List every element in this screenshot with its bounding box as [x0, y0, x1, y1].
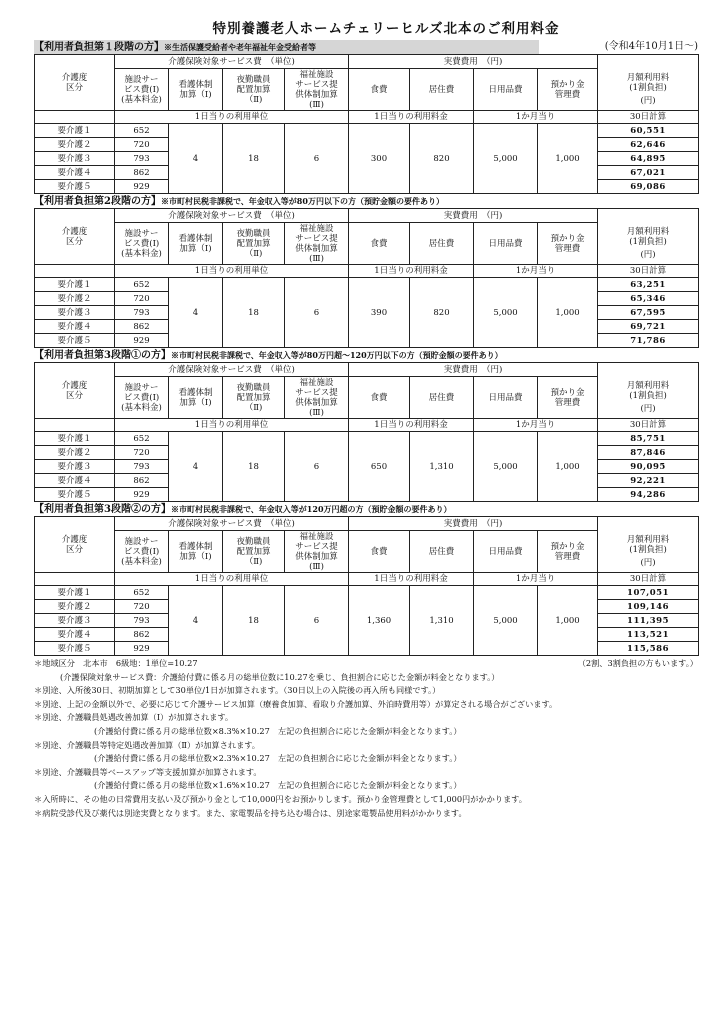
- table-row: [35, 432, 699, 446]
- header-actual: 実費費用 （円): [349, 209, 598, 223]
- care-level: 要介護４: [35, 320, 115, 334]
- fee-table: [34, 208, 699, 348]
- header-residence: 居住費: [410, 223, 474, 265]
- header-monthly-unit: (円): [640, 404, 656, 414]
- fee-document: [34, 18, 698, 820]
- residence-fee: 820: [410, 278, 474, 348]
- base-units: 652: [115, 432, 169, 446]
- base-units: 652: [115, 278, 169, 292]
- header-deposit: 預かり金 管理費: [538, 531, 598, 573]
- care-level: 要介護２: [35, 446, 115, 460]
- care-level: 要介護１: [35, 278, 115, 292]
- base-units: 793: [115, 152, 169, 166]
- base-units: 862: [115, 320, 169, 334]
- header-per-day-units: 1日当りの利用単位: [115, 265, 349, 278]
- header-base: 施設サー ビス費(Ⅰ) (基本料金): [115, 223, 169, 265]
- header-base: 施設サー ビス費(Ⅰ) (基本料金): [115, 377, 169, 419]
- header-per-day-units: 1日当りの利用単位: [115, 419, 349, 432]
- header-food: 食費: [349, 531, 410, 573]
- care-level: 要介護５: [35, 488, 115, 502]
- effective-date: (令和4年10月1日～): [604, 41, 698, 52]
- section-note: ※市町村民税非課税で、年金収入等が80万円以下の方（預貯金額の要件あり）: [160, 196, 444, 206]
- header-per-month: 1か月当り: [474, 573, 598, 586]
- daily-fee: 5,000: [474, 124, 538, 194]
- base-units: 862: [115, 474, 169, 488]
- header-month-calc: 30日計算: [598, 111, 699, 124]
- header-deposit: 預かり金 管理費: [538, 377, 598, 419]
- footer-line-9: (介護給付費に係る月の総単位数×1.6%×10.27 左記の負担割合に応じた金額が料金となります。）: [94, 780, 462, 791]
- header-base: 施設サー ビス費(Ⅰ) (基本料金): [115, 69, 169, 111]
- care-level: 要介護１: [35, 586, 115, 600]
- fee-table: [34, 516, 699, 656]
- header-per-day-units: 1日当りの利用単位: [115, 573, 349, 586]
- header-blank: [35, 265, 115, 278]
- base-units: 652: [115, 586, 169, 600]
- base-units: 720: [115, 138, 169, 152]
- monthly-total: 90,095: [598, 460, 699, 474]
- monthly-total: 85,751: [598, 432, 699, 446]
- footer-line-10: ＊入所時に、その他の日常費用支払い及び預かり金として10,000円をお預かりします。預かり金管理費として1,000円がかかります。: [34, 793, 527, 804]
- header-actual: 実費費用 （円): [349, 517, 598, 531]
- residence-fee: 820: [410, 124, 474, 194]
- care-level: 要介護４: [35, 474, 115, 488]
- nursing-units: 4: [169, 278, 223, 348]
- header-food: 食費: [349, 223, 410, 265]
- care-level: 要介護３: [35, 460, 115, 474]
- header-per-month: 1か月当り: [474, 111, 598, 124]
- care-level: 要介護５: [35, 642, 115, 656]
- header-deposit: 預かり金 管理費: [538, 69, 598, 111]
- footer-area: ＊地域区分 北本市 6級地：1単位=10.27: [34, 658, 198, 668]
- nursing-units: 4: [169, 586, 223, 656]
- header-nursing: 看護体制 加算（Ⅰ): [169, 223, 223, 265]
- monthly-total: 63,251: [598, 278, 699, 292]
- footer-line-6: ＊別途、介護職員等特定処遇改善加算（Ⅱ）が加算されます。: [34, 739, 260, 750]
- header-insurance: 介護保険対象サービス費 （単位): [115, 517, 349, 531]
- header-base: 施設サー ビス費(Ⅰ) (基本料金): [115, 531, 169, 573]
- header-per-day-fee: 1日当りの利用料金: [349, 265, 474, 278]
- fee-sections: [34, 40, 698, 656]
- section-header: [34, 194, 698, 208]
- header-night: 夜勤職員 配置加算 （Ⅱ): [223, 377, 285, 419]
- footer-notes: [34, 657, 698, 820]
- monthly-total: 67,595: [598, 306, 699, 320]
- header-monthly-label: 月額利用料 (1割負担): [626, 380, 670, 401]
- base-units: 862: [115, 166, 169, 180]
- deposit-fee: 1,000: [538, 432, 598, 502]
- header-daily: 日用品費: [474, 223, 538, 265]
- header-actual: 実費費用 （円): [349, 363, 598, 377]
- header-daily: 日用品費: [474, 531, 538, 573]
- footer-line-7: (介護給付費に係る月の総単位数×2.3%×10.27 左記の負担割合に応じた金額が料金となります。）: [94, 753, 462, 764]
- section-note: ※生活保護受給者や老年福祉年金受給者等: [164, 42, 316, 52]
- welfare-units: 6: [285, 432, 349, 502]
- header-deposit: 預かり金 管理費: [538, 223, 598, 265]
- header-monthly-label: 月額利用料 (1割負担): [626, 72, 670, 93]
- monthly-total: 67,021: [598, 166, 699, 180]
- header-insurance: 介護保険対象サービス費 （単位): [115, 363, 349, 377]
- base-units: 793: [115, 306, 169, 320]
- monthly-total: 94,286: [598, 488, 699, 502]
- header-monthly: [598, 55, 699, 111]
- header-per-day-fee: 1日当りの利用料金: [349, 573, 474, 586]
- header-welfare: 福祉施設 サービス提 供体制加算 (Ⅲ): [285, 377, 349, 419]
- header-residence: 居住費: [410, 531, 474, 573]
- monthly-total: 71,786: [598, 334, 699, 348]
- header-month-calc: 30日計算: [598, 419, 699, 432]
- monthly-total: 60,551: [598, 124, 699, 138]
- base-units: 929: [115, 488, 169, 502]
- deposit-fee: 1,000: [538, 124, 598, 194]
- header-per-month: 1か月当り: [474, 419, 598, 432]
- night-units: 18: [223, 278, 285, 348]
- section-header: [34, 348, 698, 362]
- monthly-total: 115,586: [598, 642, 699, 656]
- welfare-units: 6: [285, 124, 349, 194]
- footer-line-3: ＊別途、上記の金額以外で、必要に応じて介護サービス加算（療養食加算、看取り介護加算、外泊時費用等）が算定される場合がございます。: [34, 698, 558, 709]
- care-level: 要介護２: [35, 292, 115, 306]
- header-monthly: [598, 209, 699, 265]
- section-title: 【利用者負担第2段階の方】: [34, 196, 161, 207]
- night-units: 18: [223, 124, 285, 194]
- header-kubun: 介護度 区分: [35, 55, 115, 111]
- header-monthly-label: 月額利用料 (1割負担): [626, 226, 670, 247]
- nursing-units: 4: [169, 432, 223, 502]
- base-units: 720: [115, 446, 169, 460]
- header-per-month: 1か月当り: [474, 265, 598, 278]
- header-insurance: 介護保険対象サービス費 （単位): [115, 55, 349, 69]
- section-title: 【利用者負担第3段階①の方】: [34, 350, 171, 361]
- care-level: 要介護５: [35, 180, 115, 194]
- food-fee: 650: [349, 432, 410, 502]
- header-kubun: 介護度 区分: [35, 209, 115, 265]
- table-row: [35, 586, 699, 600]
- header-month-calc: 30日計算: [598, 573, 699, 586]
- header-blank: [35, 573, 115, 586]
- daily-fee: 5,000: [474, 586, 538, 656]
- care-level: 要介護４: [35, 166, 115, 180]
- footer-line-4: ＊別途、介護職員処遇改善加算（Ⅰ）が加算されます。: [34, 712, 234, 723]
- footer-line-5: (介護給付費に係る月の総単位数×8.3%×10.27 左記の負担割合に応じた金額が料金となります。）: [94, 725, 462, 736]
- monthly-total: 65,346: [598, 292, 699, 306]
- header-blank: [35, 419, 115, 432]
- header-night: 夜勤職員 配置加算 （Ⅱ): [223, 223, 285, 265]
- header-welfare: 福祉施設 サービス提 供体制加算 (Ⅲ): [285, 223, 349, 265]
- care-level: 要介護２: [35, 138, 115, 152]
- fee-table: [34, 54, 699, 194]
- base-units: 862: [115, 628, 169, 642]
- welfare-units: 6: [285, 278, 349, 348]
- monthly-total: 107,051: [598, 586, 699, 600]
- care-level: 要介護５: [35, 334, 115, 348]
- page-title: 特別養護老人ホームチェリーヒルズ北本のご利用料金: [212, 21, 560, 37]
- section-title: 【利用者負担第3段階②の方】: [34, 504, 171, 515]
- header-monthly: [598, 517, 699, 573]
- header-monthly-label: 月額利用料 (1割負担): [626, 534, 670, 555]
- header-food: 食費: [349, 377, 410, 419]
- base-units: 652: [115, 124, 169, 138]
- monthly-total: 69,721: [598, 320, 699, 334]
- deposit-fee: 1,000: [538, 586, 598, 656]
- base-units: 793: [115, 460, 169, 474]
- header-actual: 実費費用 （円): [349, 55, 598, 69]
- welfare-units: 6: [285, 586, 349, 656]
- monthly-total: 109,146: [598, 600, 699, 614]
- header-monthly: [598, 363, 699, 419]
- footer-line-2: ＊別途、入所後30日、初期加算として30単位/1日が加算されます。（30日以上の入院後の再入所も同様です。）: [34, 685, 441, 696]
- section-header: [34, 40, 698, 54]
- care-level: 要介護３: [35, 152, 115, 166]
- residence-fee: 1,310: [410, 432, 474, 502]
- care-level: 要介護３: [35, 614, 115, 628]
- base-units: 793: [115, 614, 169, 628]
- header-per-day-fee: 1日当りの利用料金: [349, 419, 474, 432]
- table-row: [35, 278, 699, 292]
- deposit-fee: 1,000: [538, 278, 598, 348]
- header-residence: 居住費: [410, 69, 474, 111]
- section-note: ※市町村民税非課税で、年金収入等が80万円超～120万円以下の方（預貯金額の要件あり）: [170, 350, 503, 360]
- care-level: 要介護１: [35, 432, 115, 446]
- night-units: 18: [223, 586, 285, 656]
- header-welfare: 福祉施設 サービス提 供体制加算 (Ⅲ): [285, 69, 349, 111]
- section-note: ※市町村民税非課税で、年金収入等が120万円超の方（預貯金額の要件あり）: [170, 504, 452, 514]
- header-nursing: 看護体制 加算（Ⅰ): [169, 531, 223, 573]
- food-fee: 390: [349, 278, 410, 348]
- header-insurance: 介護保険対象サービス費 （単位): [115, 209, 349, 223]
- monthly-total: 111,395: [598, 614, 699, 628]
- header-food: 食費: [349, 69, 410, 111]
- care-level: 要介護２: [35, 600, 115, 614]
- daily-fee: 5,000: [474, 278, 538, 348]
- header-kubun: 介護度 区分: [35, 363, 115, 419]
- fee-table: [34, 362, 699, 502]
- footer-line-8: ＊別途、介護職員等ベースアップ等支援加算が加算されます。: [34, 766, 262, 777]
- nursing-units: 4: [169, 124, 223, 194]
- header-nursing: 看護体制 加算（Ⅰ): [169, 377, 223, 419]
- section-header: [34, 502, 698, 516]
- header-monthly-unit: (円): [640, 96, 656, 106]
- care-level: 要介護１: [35, 124, 115, 138]
- header-night: 夜勤職員 配置加算 （Ⅱ): [223, 531, 285, 573]
- header-night: 夜勤職員 配置加算 （Ⅱ): [223, 69, 285, 111]
- monthly-total: 113,521: [598, 628, 699, 642]
- header-blank: [35, 111, 115, 124]
- monthly-total: 69,086: [598, 180, 699, 194]
- monthly-total: 92,221: [598, 474, 699, 488]
- care-level: 要介護３: [35, 306, 115, 320]
- header-kubun: 介護度 区分: [35, 517, 115, 573]
- header-daily: 日用品費: [474, 377, 538, 419]
- base-units: 720: [115, 600, 169, 614]
- base-units: 929: [115, 642, 169, 656]
- header-welfare: 福祉施設 サービス提 供体制加算 (Ⅲ): [285, 531, 349, 573]
- daily-fee: 5,000: [474, 432, 538, 502]
- table-row: [35, 124, 699, 138]
- header-nursing: 看護体制 加算（Ⅰ): [169, 69, 223, 111]
- section-title: 【利用者負担第１段階の方】: [34, 42, 164, 53]
- monthly-total: 62,646: [598, 138, 699, 152]
- header-daily: 日用品費: [474, 69, 538, 111]
- footer-line-1: (介護保険対象サービス費：介護給付費に係る月の総単位数に10.27を乗じ、負担割合に応じた金額が料金となります。）: [60, 671, 500, 682]
- header-monthly-unit: (円): [640, 558, 656, 568]
- header-per-day-fee: 1日当りの利用料金: [349, 111, 474, 124]
- monthly-total: 87,846: [598, 446, 699, 460]
- monthly-total: 64,895: [598, 152, 699, 166]
- header-month-calc: 30日計算: [598, 265, 699, 278]
- care-level: 要介護４: [35, 628, 115, 642]
- footer-line-11: ＊病院受診代及び薬代は別途実費となります。また、家電製品を持ち込む場合は、別途家電製品使用料がかかります。: [34, 807, 467, 818]
- header-per-day-units: 1日当りの利用単位: [115, 111, 349, 124]
- header-residence: 居住費: [410, 377, 474, 419]
- base-units: 929: [115, 180, 169, 194]
- header-monthly-unit: (円): [640, 250, 656, 260]
- residence-fee: 1,310: [410, 586, 474, 656]
- food-fee: 300: [349, 124, 410, 194]
- base-units: 720: [115, 292, 169, 306]
- base-units: 929: [115, 334, 169, 348]
- night-units: 18: [223, 432, 285, 502]
- footer-area-right: （2割、3割負担の方もいます。）: [577, 658, 698, 668]
- food-fee: 1,360: [349, 586, 410, 656]
